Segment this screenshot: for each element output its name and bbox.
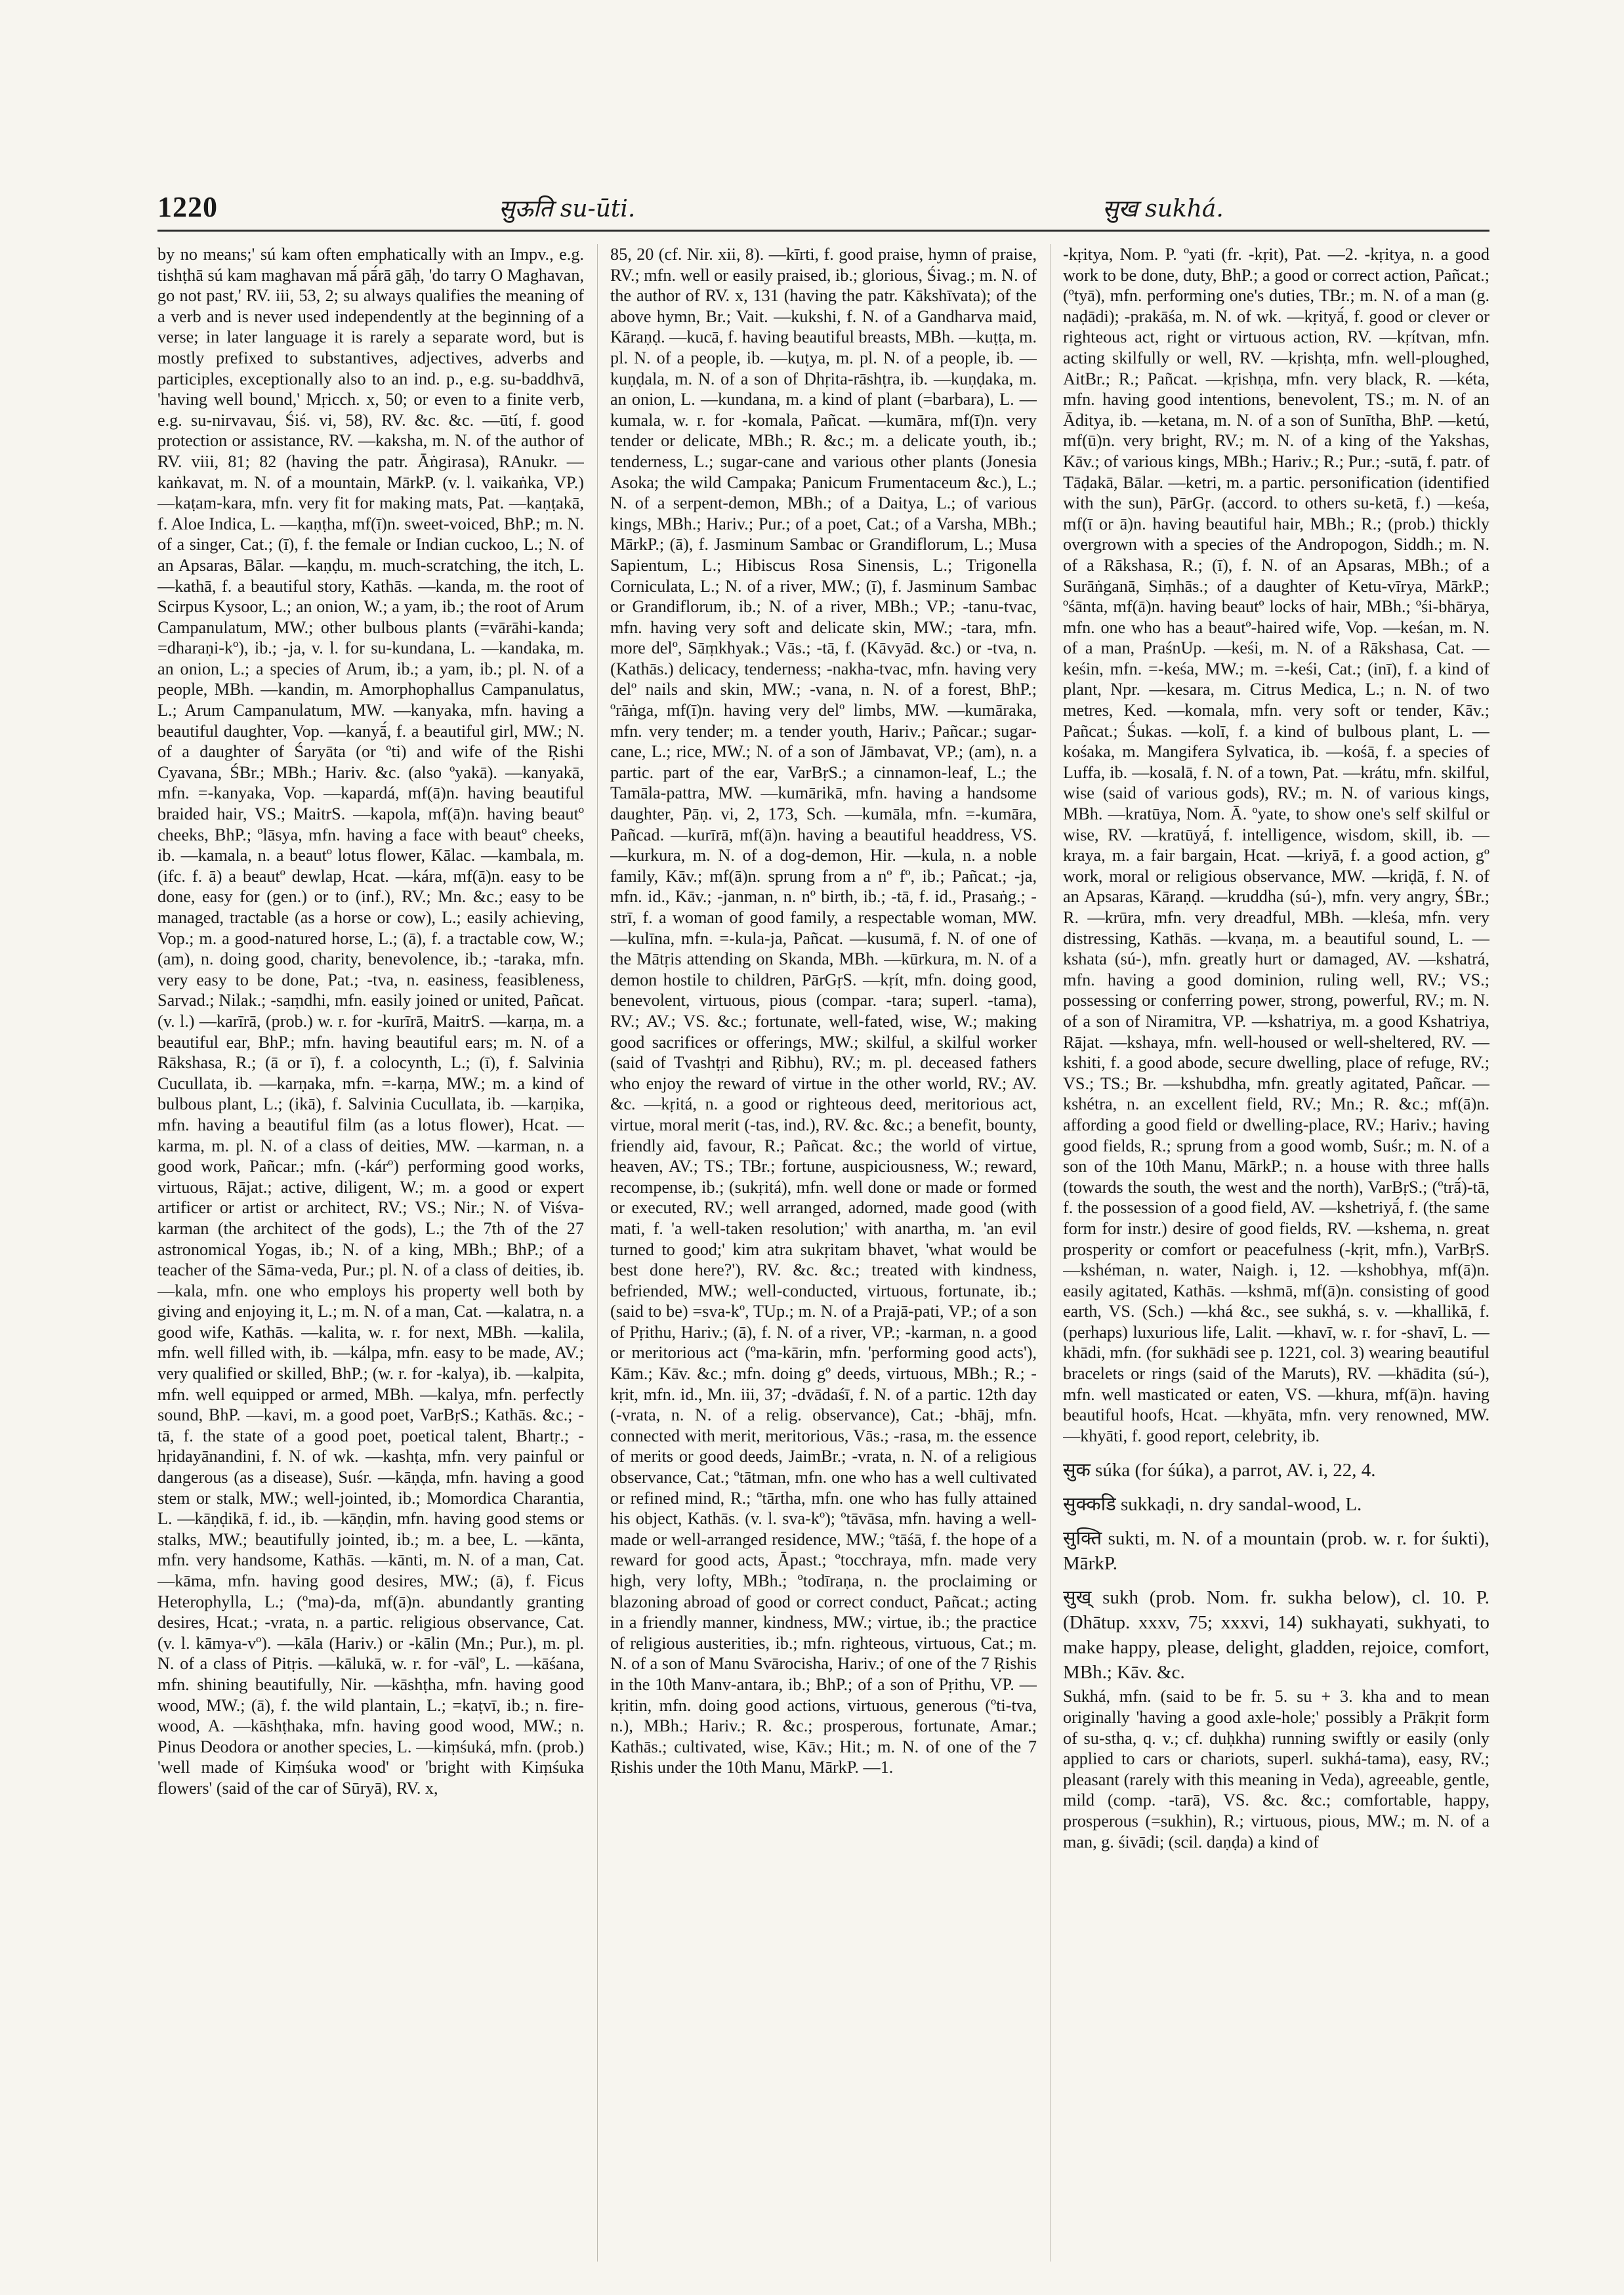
sukha-entry: Sukhá, mfn. (said to be fr. 5. su + 3. kha and to mean originally 'having a good axle-hole;' possibly a Prākṛit form of su-stha, q. v.; cf. duḥkha) running swiftly or easily (only applied to cars or chariots, superl. sukhá-tama), easy, RV.; pleasant (rarely with this meaning in Veda), agreeable, gentle, mild (comp. -tarā), VS. &c. &c.; comfortable, happy, prosperous (=sukhin), R.; virtuous, pious, MW.; m. N. of a man, g. śivādi; (scil. daṇḍa) a kind of [1063,1687,1489,1851]
page-header [157,190,1489,230]
column-divider [1050,244,1051,2262]
column-2-text: 85, 20 (cf. Nir. xii, 8). —kīrti, f. good praise, hymn of praise, RV.; mfn. well or easily praised, ib.; glorious, Śivag.; m. N. of the author of RV. x, 131 (having the patr. Kākshīvata); of the above hymn, Br.; Vait. —kukshi, f. N. of a Gandharva maid, Kāraṇḍ. —kucā, f. having beautiful breasts, MBh. —kuṭṭa, m. pl. N. of a people, ib. —kuṭya, m. pl. N. of a people, ib. —kuṇḍala, m. N. of a son of Dhṛita-rāshṭra, ib. —kuṇḍaka, m. an onion, L. —kundana, m. a kind of plant (=barbara), L. —kumala, w. r. for -komala, Pañcat. —kumāra, mf(ī)n. very tender or delicate, MBh.; R. &c.; m. a delicate youth, ib.; tenderness, L.; sugar-cane and various other plants (Jonesia Asoka; the wild Campaka; Panicum Frumentaceum &c.), L.; N. of a serpent-demon, MBh.; of a Daitya, L.; of various kings, MBh.; Hariv.; Pur.; of a poet, Cat.; of a Varsha, MBh.; MārkP.; (ā), f. Jasminum Sambac or Grandiflorum, L.; Musa Sapientum, L.; Hibiscus Rosa Sinensis, L.; Trigonella Corniculata, L.; N. of a river, MW.; (ī), f. Jasminum Sambac or Grandiflorum, ib.; N. of a river, MBh.; VP.; -tanu-tvac, mfn. having very soft and delicate skin, MW.; -tara, mfn. more delº, Sāṃkhyak.; Vās.; -tā, f. (Kāvyād. &c.) or -tva, n. (Kathās.) delicacy, tenderness; -nakha-tvac, mfn. having very delº nails and skin, MW.; -vana, n. N. of a forest, BhP.; ºrāṅga, mf(ī)n. having very delº limbs, MW. —kumāraka, mfn. very tender; m. a tender youth, Hariv.; Pañcar.; sugar-cane, L.; rice, MW.; N. of a son of Jāmbavat, VP.; (am), n. a partic. part of the ear, VarBṛS.; a cinnamon-leaf, L.; the Tamāla-pattra, MW. —kumārikā, mfn. having a handsome daughter, Pāṇ. vi, 2, 173, Sch. —kumāla, mfn. =-kumāra, Pañcad. —kurīrā, mf(ā)n. having a beautiful headdress, VS. —kurkura, m. N. of a dog-demon, Hir. —kula, n. a noble family, Kāv.; mf(ā)n. sprung from a nº fº, ib.; Pañcat.; -ja, mfn. id., Kāv.; -janman, n. nº birth, ib.; -tā, f. id., Prasaṅg.; -strī, f. a woman of good family, a respectable woman, MW. —kulīna, mfn. =-kula-ja, Pañcat. —kusumā, f. N. of one of the Mātṛis attending on Skanda, MBh. —kūrkura, m. N. of a demon hostile to children, PārGṛS. —kṛít, mfn. doing good, benevolent, virtuous, pious (compar. -tara; superl. -tama), RV.; AV.; VS. &c.; fortunate, well-fated, wise, W.; making good sacrifices or offerings, MW.; skilful, a skilful worker (said of Tvashṭṛi and Ṛibhu), RV.; m. pl. deceased fathers who enjoy the reward of virtue in the other world, RV.; AV. &c. —kṛitá, n. a good or righteous deed, meritorious act, virtue, moral merit (-tas, ind.), RV. &c. &c.; a benefit, bounty, friendly aid, favour, R.; Pañcat. &c.; the world of virtue, heaven, AV.; TS.; TBr.; fortune, auspiciousness, W.; reward, recompense, ib.; (sukṛitá), mfn. well done or made or formed or executed, RV.; well arranged, adorned, made good (with mati, f. 'a well-taken resolution;' with anartha, m. 'an evil turned to good;' kim atra sukṛitam bhavet, 'what would be best done here?'), RV. &c. &c.; treated with kindness, befriended, MW.; well-conducted, virtuous, fortunate, ib.; (said to be) =sva-kº, TUp.; m. N. of a Prajā-pati, VP.; of a son of Pṛithu, Hariv.; (ā), f. N. of a river, VP.; -karman, n. a good or meritorious act (ºma-kārin, mfn. 'performing good acts'), Kām.; Kāv. &c.; mfn. doing gº deeds, virtuous, MBh.; R.; -kṛit, mfn. id., Mn. iii, 37; -dvādaśī, f. N. of a partic. 12th day (-vrata, n. N. of a relig. observance), Cat.; -bhāj, mfn. connected with merit, meritorious, Vās.; -rasa, m. the essence of merits or good deeds, JaimBr.; -vrata, n. N. of a religious observance, Cat.; ºtātman, mfn. one who has a well cultivated or refined mind, R.; ºtārtha, mfn. one who has fully attained his object, Kathās. (v. l. sva-kº); ºtāvāsa, mfn. having a well-made or well-arranged residence, MW.; ºtāśā, f. the hope of a reward for good acts, Āpast.; ºtocchraya, mfn. made very high, very lofty, MBh.; ºtodīraṇa, n. the proclaiming or blazoning abroad of good or correct conduct, Pañcat.; acting in a friendly manner, kindness, MW.; virtue, ib.; the practice of religious austerities, ib.; mfn. righteous, virtuous, Cat.; m. N. of a son of Manu Svārocisha, Hariv.; of one of the 7 Ṛishis in the 10th Manv-antara, ib.; BhP.; of a son of Pṛithu, VP. —kṛitin, mfn. doing good actions, virtuous, generous (ºti-tva, n.), MBh.; Hariv.; R. &c.; prosperous, fortunate, Amar.; Kathās.; cultivated, wise, Kāv.; Hit.; m. N. of one of the 7 Ṛishis under the 10th Manu, MārkP. —1. [610,245,1037,1777]
header-rule [157,230,1489,232]
column-3 [1063,244,1489,2265]
right-running-head: सुख sukhá. [1102,196,1224,222]
column-3-text: -kṛitya, Nom. P. ºyati (fr. -kṛit), Pat. —2. -kṛitya, n. a good work to be done, duty, BhP.; a good or correct action, Pañcat.; (ºtyā), mfn. performing one's duties, TBr.; m. N. of a man (g. naḍādi); -prakāśa, m. N. of wk. —kṛityā́, f. good or clever or righteous act, right or virtuous action, RV. —kṛítvan, mfn. acting skilfully or well, RV. —kṛishṭa, mfn. well-ploughed, AitBr.; R.; Pañcat. —kṛishṇa, mfn. very black, R. —kéta, mfn. having good intentions, benevolent, TS.; m. N. of an Āditya, ib. —ketana, m. N. of a son of Sunītha, BhP. —ketú, mf(ū)n. very bright, RV.; m. N. of a king of the Yakshas, Kāv.; of various kings, MBh.; Hariv.; R.; Pur.; -sutā, f. patr. of Tāḍakā, Bālar. —ketri, m. a partic. personification (identified with the sun), PārGṛ. (accord. to others su-ketā, f.) —keśa, mf(ī or ā)n. having beautiful hair, MBh.; R.; (prob.) thickly overgrown with a species of the Andropogon, Siddh.; m. N. of a Rākshasa, R.; (ī), f. N. of an Apsaras, MBh.; of a Surāṅganā, Siṃhās.; of a daughter of Ketu-vīrya, MārkP.; ºśānta, mf(ā)n. having beautº locks of hair, MBh.; ºśi-bhārya, mfn. one who has a beautº-haired wife, Vop. —keśan, m. N. of a man, PraśnUp. —keśi, m. N. of a Rākshasa, Cat. —keśin, mfn. =-keśa, MW.; m. =-keśi, Cat.; (inī), f. a kind of plant, Npr. —kesara, m. Citrus Medica, L.; n. N. of two metres, Ked. —komala, mfn. very soft or tender, Kāv.; Pañcat.; Śukas. —kolī, f. a kind of bulbous plant, L. —kośaka, m. Mangifera Sylvatica, ib. —kośā, f. a species of Luffa, ib. —kosalā, f. N. of a town, Pat. —krátu, mfn. skilful, wise (said of various gods), RV.; m. N. of various kings, MBh. —kratūya, Nom. Ā. ºyate, to show one's self skilful or wise, RV. —kratūyā́, f. intelligence, wisdom, skill, ib. —kraya, m. a fair bargain, Hcat. —kriyā, f. a good action, gº work, moral or religious observance, MW. —kriḍā, f. N. of an Apsaras, Kāraṇḍ. —kruddha (sú-), mfn. very angry, ŚBr.; R. —krūra, mfn. very dreadful, MBh. —kleśa, mfn. very distressing, Kathās. —kvaṇa, m. a beautiful sound, L. —kshata (sú-), mfn. greatly hurt or damaged, AV. —kshatrá, mfn. having a good dominion, ruling well, RV.; VS.; possessing or conferring power, strong, powerful, RV.; m. N. of a son of Niramitra, VP. —kshatriya, m. a good Kshatriya, Rājat. —kshaya, mfn. well-housed or well-sheltered, RV. —kshiti, f. a good abode, secure dwelling, place of refuge, RV.; VS.; TS.; Br. —kshubdha, mfn. greatly agitated, Pañcar. —kshétra, n. an excellent field, RV.; Mn.; R. &c.; mf(ā)n. affording a good field or dwelling-place, RV.; Hariv.; having good fields, R.; sprung from a good womb, Suśr.; m. N. of a son of the 10th Manu, MārkP.; n. a house with three halls (towards the south, the west and the north), VarBṛS.; (ºtrā́)-tā, f. the possession of a good field, AV. —kshetriyā́, f. (the same form for instr.) desire of good fields, RV. —kshema, n. great prosperity or comfort or peacefulness (-kṛit, mfn.), VarBṛS. —kshéman, n. water, Naigh. i, 12. —kshobhya, mf(ā)n. easily agitated, Kathās. —kshmā, mf(ā)n. consisting of good earth, VS. (Sch.) —khá &c., see sukhá, s. v. —khallikā, f. (perhaps) luxurious life, Lalit. —khavī, w. r. for -shavī, L. —khādi, mfn. (for sukhādi see p. 1221, col. 3) wearing beautiful bracelets or rings (said of the Maruts), RV. —khādita (sú-), mfn. well masticated or eaten, VS. —khura, mf(ā)n. having beautiful hoofs, Hcat. —khyāta, mfn. very renowned, MW. —khyāti, f. good report, celebrity, ib. [1063,245,1489,1445]
column-divider [597,244,598,2262]
dictionary-entry: सुख् sukh (prob. Nom. fr. sukha below), cl. 10. P. (Dhātup. xxxv, 75; xxxvi, 14) sukhayati, sukhyati, to make happy, please, delight, gladden, rejoice, comfort, MBh.; Kāv. &c. [1063,1587,1489,1684]
column-1-text: by no means;' sú kam often emphatically with an Impv., e.g. tishṭhā sú kam maghavan mā́ pā́rā gāḥ, 'do tarry O Maghavan, go not past,' RV. iii, 53, 2; su always qualifies the meaning of a verb and is never used independently at the beginning of a verse; in later language it is rarely a separate word, but is mostly prefixed to substantives, adjectives, adverbs and participles, exceptionally also to an ind. p., e.g. su-baddhvā, 'having well bound,' Mṛicch. x, 50; or even to a finite verb, e.g. su-nirvavau, Śiś. vi, 58), RV. &c. &c. —ūtí, f. good protection or assistance, RV. —kaksha, m. N. of the author of RV. viii, 81; 82 (having the patr. Āṅgirasa), RAnukr. —kaṅkavat, m. N. of a mountain, MārkP. (v. l. vaikaṅka, VP.) —kaṭam-kara, mfn. very fit for making mats, Pat. —kaṇṭakā, f. Aloe Indica, L. —kaṇṭha, mf(ī)n. sweet-voiced, BhP.; m. N. of a singer, Cat.; (ī), f. the female or Indian cuckoo, L.; N. of an Apsaras, Bālar. —kaṇḍu, m. much-scratching, the itch, L. —kathā, f. a beautiful story, Kathās. —kanda, m. the root of Scirpus Kysoor, L.; an onion, W.; a yam, ib.; the root of Arum Campanulatum, MW.; other bulbous plants (=vārāhi-kanda; =dharaṇi-kº), ib.; -ja, v. l. for su-kundana, L. —kandaka, m. an onion, L.; a species of Arum, ib.; a yam, ib.; pl. N. of a people, MBh. —kandin, m. Amorphophallus Campanulatus, L.; Arum Campanulatum, MW. —kanyaka, mfn. having a beautiful daughter, Vop. —kanyā́, f. a beautiful girl, MW.; N. of a daughter of Śaryāta (or ºti) and wife of the Ṛishi Cyavana, ŚBr.; MBh.; Hariv. &c. (also ºyakā). —kanyakā, mfn. =-kanyaka, Vop. —kapardá, mf(ā)n. having beautiful braided hair, VS.; MaitrS. —kapola, mf(ā)n. having beautº cheeks, BhP.; ºlāsya, mfn. having a face with beautº cheeks, ib. —kamala, n. a beautº lotus flower, Kālac. —kambala, m. (ifc. f. ā) a beautº dewlap, Hcat. —kára, mf(ā)n. easy to be done, easy for (gen.) or to (inf.), RV.; Mn. &c.; easy to be managed, tractable (as a horse or cow), L.; easily achieving, Vop.; m. a good-natured horse, L.; (ā), f. a tractable cow, W.; (am), n. doing good, charity, benevolence, ib.; -taraka, mfn. very easy to be done, Pat.; -tva, n. easiness, feasibleness, Sarvad.; Nilak.; -saṃdhi, mfn. easily joined or united, Pañcat. (v. l.) —karīrā, (prob.) w. r. for -kurīrā, MaitrS. —karṇa, m. a beautiful ear, BhP.; mfn. having beautiful ears; m. N. of a Rākshasa, R.; (ā or ī), f. a colocynth, L.; (ī), f. Salvinia Cucullata, ib. —karṇaka, mfn. =-karṇa, MW.; m. a kind of bulbous plant, L.; (ikā), f. Salvinia Cucullata, ib. —karṇika, mfn. having a beautiful film (as a lotus flower), Hcat. —karma, m. pl. N. of a class of deities, MW. —karman, n. a good work, Pañcar.; mfn. (-kárº) performing good works, virtuous, Rājat.; active, diligent, W.; m. a good or expert artificer or artist or architect, RV.; VS.; Nir.; N. of Viśva-karman (the architect of the gods), L.; the 7th of the 27 astronomical Yogas, ib.; N. of a king, MBh.; BhP.; of a teacher of the Sāma-veda, Pur.; pl. N. of a class of deities, ib. —kala, mfn. one who employs his property well both by giving and enjoying it, L.; m. N. of a man, Cat. —kalatra, n. a good wife, Kathās. —kalita, w. r. for next, MBh. —kalila, mfn. well filled with, ib. —kálpa, mfn. easy to be made, AV.; very qualified or skilled, BhP.; (w. r. for -kalya), ib. —kalpita, mfn. well equipped or armed, MBh. —kalya, mfn. perfectly sound, BhP. —kavi, m. a good poet, VarBṛS.; Kathās. &c.; -tā, f. the state of a good poet, poetical talent, Bhartṛ.; -hṛidayānandini, f. N. of wk. —kashṭa, mfn. very painful or dangerous (as a disease), Suśr. —kāṇḍa, mfn. having a good stem or stalk, MW.; well-jointed, ib.; Momordica Charantia, L. —kāṇḍikā, f. id., ib. —kāṇḍin, mfn. having good stems or stalks, MW.; beautifully jointed, ib.; m. a bee, L. —kānta, mfn. very handsome, Kathās. —kānti, m. N. of a man, Cat. —kāma, mfn. having good desires, MW.; (ā), f. Ficus Heterophylla, L.; (ºma)-da, mf(ā)n. abundantly granting desires, Hcat.; -vrata, n. a partic. religious observance, Cat. (v. l. kāmya-vº). —kāla (Hariv.) or -kālin (Mn.; Pur.), m. pl. N. of a class of Pitṛis. —kālukā, w. r. for -vālº, L. —kāśana, mfn. shining beautifully, Nir. —kāshṭha, mfn. having good wood, MW.; (ā), f. the wild plantain, L.; =kaṭvī, ib.; n. fire-wood, A. —kāshṭhaka, mfn. having good wood, MW.; n. Pinus Deodora or another species, L. —kiṃśuká, mfn. (prob.) 'well made of Kiṃśuka wood' or 'bright with Kiṃśuka flowers' (said of the car of Sūryā), RV. x, [157,245,584,1798]
column-2 [610,244,1037,2265]
column-1 [157,244,584,2265]
page-number: 1220 [157,191,218,223]
dictionary-entry: सुक्कडि sukkaḍi, n. dry sandal-wood, L. [1063,1494,1362,1516]
left-running-head: सुऊति su-ūti. [499,196,636,222]
dictionary-entry: सुक súka (for śúka), a parrot, AV. i, 22, 4. [1063,1460,1376,1481]
dictionary-entry: सुक्ति sukti, m. N. of a mountain (prob. w. r. for śukti), MārkP. [1063,1528,1489,1575]
